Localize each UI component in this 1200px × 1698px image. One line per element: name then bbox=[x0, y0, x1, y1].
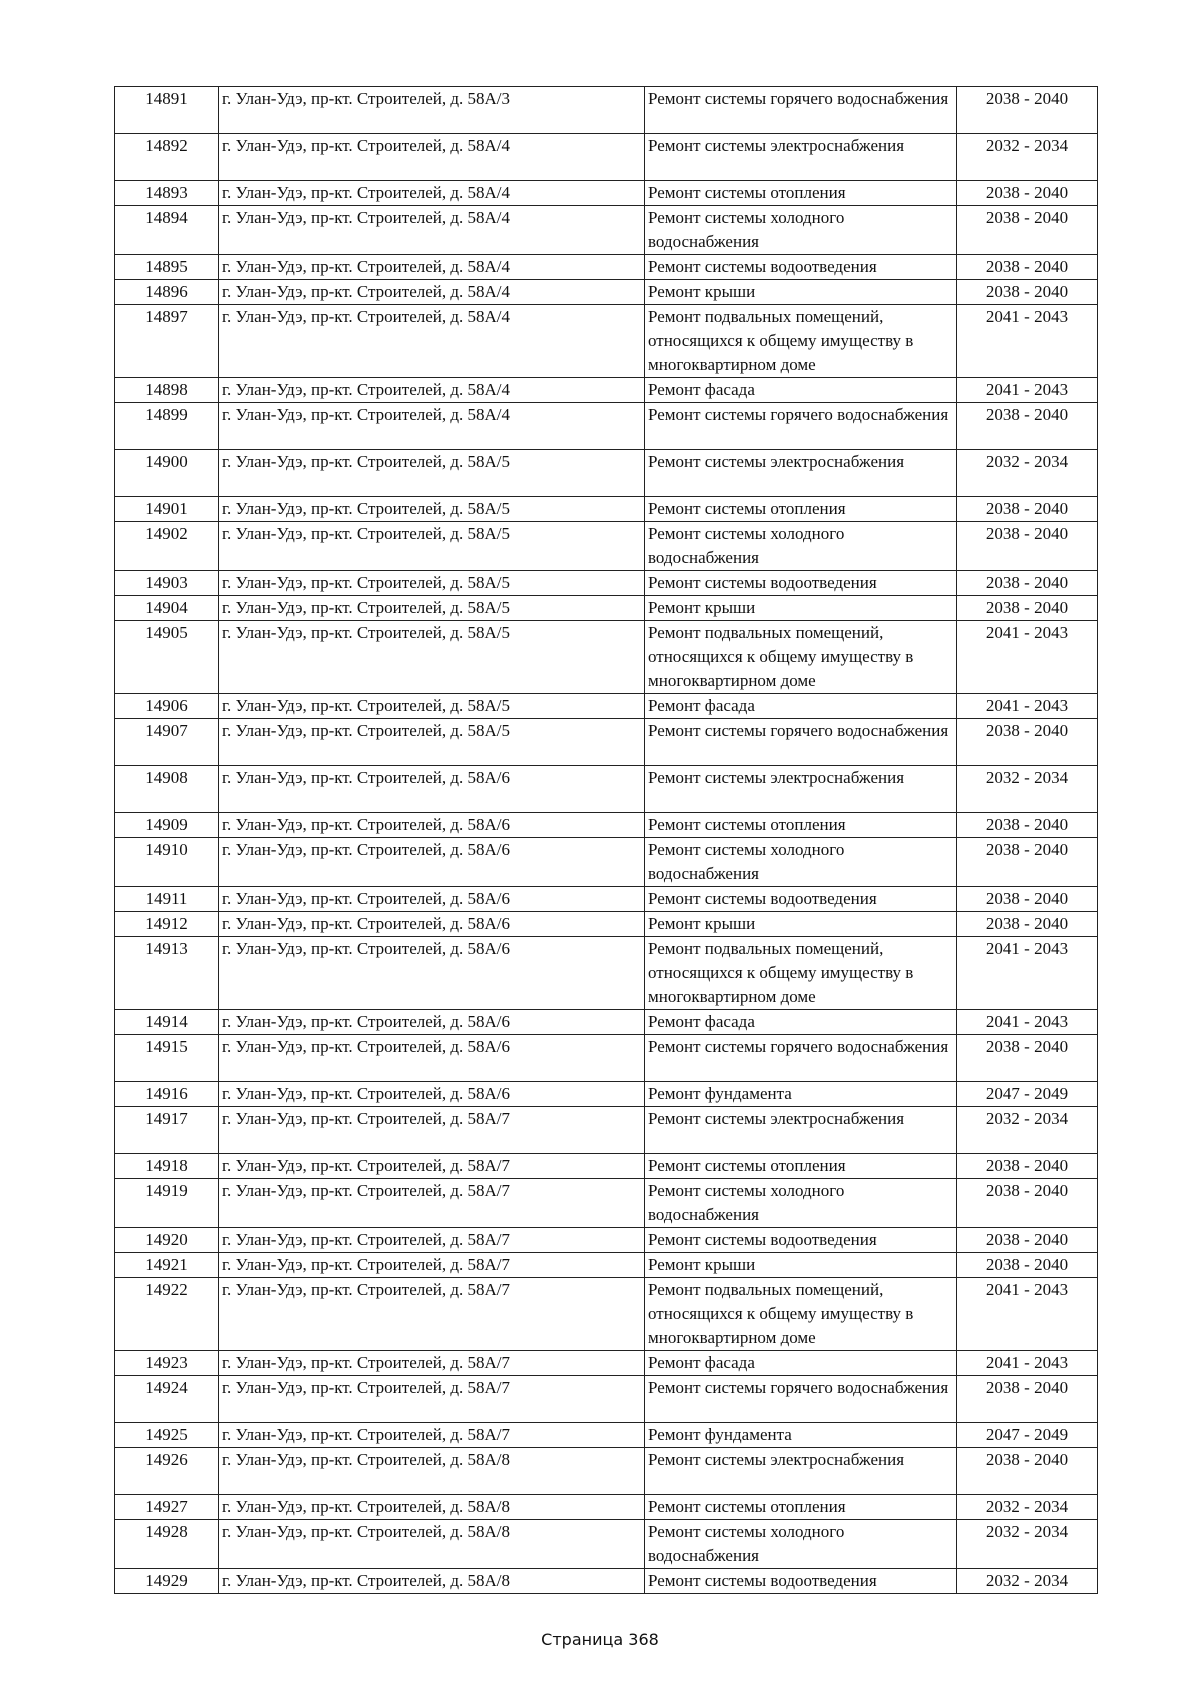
table-row bbox=[115, 1448, 1098, 1495]
table-row bbox=[115, 1351, 1098, 1376]
period-cell: 2038 - 2040 bbox=[957, 813, 1098, 838]
period-cell: 2041 - 2043 bbox=[957, 1010, 1098, 1035]
work-type-cell: Ремонт системы электроснабжения bbox=[645, 450, 957, 497]
period-cell: 2038 - 2040 bbox=[957, 571, 1098, 596]
address-cell: г. Улан-Удэ, пр-кт. Строителей, д. 58А/5 bbox=[219, 497, 645, 522]
work-type-cell: Ремонт системы водоотведения bbox=[645, 887, 957, 912]
period-cell: 2038 - 2040 bbox=[957, 1035, 1098, 1082]
table-row bbox=[115, 378, 1098, 403]
period-cell: 2038 - 2040 bbox=[957, 596, 1098, 621]
address-cell: г. Улан-Удэ, пр-кт. Строителей, д. 58А/6 bbox=[219, 766, 645, 813]
address-cell: г. Улан-Удэ, пр-кт. Строителей, д. 58А/5 bbox=[219, 596, 645, 621]
row-number-cell: 14893 bbox=[115, 181, 219, 206]
work-type-cell: Ремонт подвальных помещений, относящихся к общему имуществу в многоквартирном доме bbox=[645, 305, 957, 378]
work-type-cell: Ремонт подвальных помещений, относящихся к общему имуществу в многоквартирном доме bbox=[645, 621, 957, 694]
table-row bbox=[115, 621, 1098, 694]
work-type-cell: Ремонт системы холодного водоснабжения bbox=[645, 206, 957, 255]
address-cell: г. Улан-Удэ, пр-кт. Строителей, д. 58А/8 bbox=[219, 1495, 645, 1520]
table-row bbox=[115, 87, 1098, 134]
period-cell: 2038 - 2040 bbox=[957, 1376, 1098, 1423]
table-row bbox=[115, 596, 1098, 621]
row-number-cell: 14891 bbox=[115, 87, 219, 134]
address-cell: г. Улан-Удэ, пр-кт. Строителей, д. 58А/8 bbox=[219, 1569, 645, 1594]
row-number-cell: 14906 bbox=[115, 694, 219, 719]
work-type-cell: Ремонт системы холодного водоснабжения bbox=[645, 1179, 957, 1228]
work-type-cell: Ремонт системы горячего водоснабжения bbox=[645, 1376, 957, 1423]
period-cell: 2041 - 2043 bbox=[957, 378, 1098, 403]
work-type-cell: Ремонт системы водоотведения bbox=[645, 255, 957, 280]
period-cell: 2041 - 2043 bbox=[957, 694, 1098, 719]
period-cell: 2032 - 2034 bbox=[957, 1569, 1098, 1594]
period-cell: 2038 - 2040 bbox=[957, 1228, 1098, 1253]
work-type-cell: Ремонт системы отопления bbox=[645, 813, 957, 838]
work-type-cell: Ремонт фасада bbox=[645, 1010, 957, 1035]
row-number-cell: 14918 bbox=[115, 1154, 219, 1179]
address-cell: г. Улан-Удэ, пр-кт. Строителей, д. 58А/4 bbox=[219, 305, 645, 378]
table-row bbox=[115, 1253, 1098, 1278]
row-number-cell: 14924 bbox=[115, 1376, 219, 1423]
address-cell: г. Улан-Удэ, пр-кт. Строителей, д. 58А/5 bbox=[219, 522, 645, 571]
work-type-cell: Ремонт системы холодного водоснабжения bbox=[645, 522, 957, 571]
work-type-cell: Ремонт системы электроснабжения bbox=[645, 1107, 957, 1154]
table-row bbox=[115, 1520, 1098, 1569]
address-cell: г. Улан-Удэ, пр-кт. Строителей, д. 58А/6 bbox=[219, 838, 645, 887]
row-number-cell: 14929 bbox=[115, 1569, 219, 1594]
period-cell: 2038 - 2040 bbox=[957, 1448, 1098, 1495]
row-number-cell: 14912 bbox=[115, 912, 219, 937]
work-type-cell: Ремонт фасада bbox=[645, 1351, 957, 1376]
work-type-cell: Ремонт системы водоотведения bbox=[645, 571, 957, 596]
table-row bbox=[115, 181, 1098, 206]
table-row bbox=[115, 887, 1098, 912]
work-type-cell: Ремонт системы отопления bbox=[645, 1154, 957, 1179]
table-row bbox=[115, 403, 1098, 450]
work-type-cell: Ремонт крыши bbox=[645, 280, 957, 305]
page-number: Страница 368 bbox=[541, 1630, 659, 1649]
row-number-cell: 14896 bbox=[115, 280, 219, 305]
row-number-cell: 14913 bbox=[115, 937, 219, 1010]
period-cell: 2038 - 2040 bbox=[957, 255, 1098, 280]
work-type-cell: Ремонт системы холодного водоснабжения bbox=[645, 838, 957, 887]
table-body bbox=[115, 87, 1098, 1594]
address-cell: г. Улан-Удэ, пр-кт. Строителей, д. 58А/7 bbox=[219, 1423, 645, 1448]
address-cell: г. Улан-Удэ, пр-кт. Строителей, д. 58А/8 bbox=[219, 1520, 645, 1569]
row-number-cell: 14892 bbox=[115, 134, 219, 181]
table-row bbox=[115, 280, 1098, 305]
work-type-cell: Ремонт системы горячего водоснабжения bbox=[645, 87, 957, 134]
address-cell: г. Улан-Удэ, пр-кт. Строителей, д. 58А/6 bbox=[219, 813, 645, 838]
row-number-cell: 14927 bbox=[115, 1495, 219, 1520]
row-number-cell: 14922 bbox=[115, 1278, 219, 1351]
address-cell: г. Улан-Удэ, пр-кт. Строителей, д. 58А/7 bbox=[219, 1253, 645, 1278]
work-type-cell: Ремонт подвальных помещений, относящихся к общему имуществу в многоквартирном доме bbox=[645, 937, 957, 1010]
work-type-cell: Ремонт системы отопления bbox=[645, 497, 957, 522]
table-row bbox=[115, 134, 1098, 181]
row-number-cell: 14907 bbox=[115, 719, 219, 766]
row-number-cell: 14904 bbox=[115, 596, 219, 621]
table-row bbox=[115, 1228, 1098, 1253]
address-cell: г. Улан-Удэ, пр-кт. Строителей, д. 58А/4 bbox=[219, 403, 645, 450]
address-cell: г. Улан-Удэ, пр-кт. Строителей, д. 58А/7 bbox=[219, 1351, 645, 1376]
repair-schedule-table bbox=[114, 86, 1098, 1594]
work-type-cell: Ремонт системы электроснабжения bbox=[645, 134, 957, 181]
row-number-cell: 14917 bbox=[115, 1107, 219, 1154]
period-cell: 2038 - 2040 bbox=[957, 206, 1098, 255]
work-type-cell: Ремонт системы холодного водоснабжения bbox=[645, 1520, 957, 1569]
period-cell: 2038 - 2040 bbox=[957, 719, 1098, 766]
address-cell: г. Улан-Удэ, пр-кт. Строителей, д. 58А/4 bbox=[219, 378, 645, 403]
period-cell: 2038 - 2040 bbox=[957, 838, 1098, 887]
period-cell: 2038 - 2040 bbox=[957, 280, 1098, 305]
row-number-cell: 14923 bbox=[115, 1351, 219, 1376]
table-row bbox=[115, 522, 1098, 571]
period-cell: 2038 - 2040 bbox=[957, 87, 1098, 134]
table-row bbox=[115, 937, 1098, 1010]
table-row bbox=[115, 838, 1098, 887]
address-cell: г. Улан-Удэ, пр-кт. Строителей, д. 58А/4 bbox=[219, 181, 645, 206]
table-row bbox=[115, 1154, 1098, 1179]
row-number-cell: 14898 bbox=[115, 378, 219, 403]
address-cell: г. Улан-Удэ, пр-кт. Строителей, д. 58А/5 bbox=[219, 450, 645, 497]
row-number-cell: 14902 bbox=[115, 522, 219, 571]
address-cell: г. Улан-Удэ, пр-кт. Строителей, д. 58А/7 bbox=[219, 1107, 645, 1154]
row-number-cell: 14899 bbox=[115, 403, 219, 450]
work-type-cell: Ремонт системы водоотведения bbox=[645, 1569, 957, 1594]
work-type-cell: Ремонт фундамента bbox=[645, 1423, 957, 1448]
row-number-cell: 14901 bbox=[115, 497, 219, 522]
period-cell: 2038 - 2040 bbox=[957, 887, 1098, 912]
table-row bbox=[115, 206, 1098, 255]
period-cell: 2032 - 2034 bbox=[957, 134, 1098, 181]
table-row bbox=[115, 719, 1098, 766]
row-number-cell: 14916 bbox=[115, 1082, 219, 1107]
work-type-cell: Ремонт крыши bbox=[645, 596, 957, 621]
row-number-cell: 14914 bbox=[115, 1010, 219, 1035]
address-cell: г. Улан-Удэ, пр-кт. Строителей, д. 58А/6 bbox=[219, 1010, 645, 1035]
table-row bbox=[115, 912, 1098, 937]
work-type-cell: Ремонт системы горячего водоснабжения bbox=[645, 1035, 957, 1082]
table-row bbox=[115, 497, 1098, 522]
period-cell: 2041 - 2043 bbox=[957, 937, 1098, 1010]
address-cell: г. Улан-Удэ, пр-кт. Строителей, д. 58А/5 bbox=[219, 719, 645, 766]
work-type-cell: Ремонт системы отопления bbox=[645, 181, 957, 206]
table-row bbox=[115, 450, 1098, 497]
address-cell: г. Улан-Удэ, пр-кт. Строителей, д. 58А/5 bbox=[219, 571, 645, 596]
table-row bbox=[115, 255, 1098, 280]
address-cell: г. Улан-Удэ, пр-кт. Строителей, д. 58А/5 bbox=[219, 621, 645, 694]
work-type-cell: Ремонт системы электроснабжения bbox=[645, 766, 957, 813]
period-cell: 2047 - 2049 bbox=[957, 1082, 1098, 1107]
period-cell: 2041 - 2043 bbox=[957, 1351, 1098, 1376]
row-number-cell: 14894 bbox=[115, 206, 219, 255]
address-cell: г. Улан-Удэ, пр-кт. Строителей, д. 58А/4 bbox=[219, 134, 645, 181]
row-number-cell: 14897 bbox=[115, 305, 219, 378]
row-number-cell: 14909 bbox=[115, 813, 219, 838]
address-cell: г. Улан-Удэ, пр-кт. Строителей, д. 58А/3 bbox=[219, 87, 645, 134]
work-type-cell: Ремонт системы водоотведения bbox=[645, 1228, 957, 1253]
work-type-cell: Ремонт фундамента bbox=[645, 1082, 957, 1107]
row-number-cell: 14928 bbox=[115, 1520, 219, 1569]
period-cell: 2038 - 2040 bbox=[957, 181, 1098, 206]
work-type-cell: Ремонт системы горячего водоснабжения bbox=[645, 403, 957, 450]
table-row bbox=[115, 1376, 1098, 1423]
work-type-cell: Ремонт системы отопления bbox=[645, 1495, 957, 1520]
work-type-cell: Ремонт крыши bbox=[645, 912, 957, 937]
address-cell: г. Улан-Удэ, пр-кт. Строителей, д. 58А/5 bbox=[219, 694, 645, 719]
period-cell: 2038 - 2040 bbox=[957, 1179, 1098, 1228]
address-cell: г. Улан-Удэ, пр-кт. Строителей, д. 58А/7 bbox=[219, 1154, 645, 1179]
table-row bbox=[115, 1423, 1098, 1448]
address-cell: г. Улан-Удэ, пр-кт. Строителей, д. 58А/4 bbox=[219, 255, 645, 280]
table-row bbox=[115, 1010, 1098, 1035]
table-row bbox=[115, 571, 1098, 596]
table-row bbox=[115, 1278, 1098, 1351]
work-type-cell: Ремонт фасада bbox=[645, 378, 957, 403]
address-cell: г. Улан-Удэ, пр-кт. Строителей, д. 58А/4 bbox=[219, 280, 645, 305]
work-type-cell: Ремонт системы горячего водоснабжения bbox=[645, 719, 957, 766]
work-type-cell: Ремонт крыши bbox=[645, 1253, 957, 1278]
row-number-cell: 14919 bbox=[115, 1179, 219, 1228]
period-cell: 2041 - 2043 bbox=[957, 1278, 1098, 1351]
address-cell: г. Улан-Удэ, пр-кт. Строителей, д. 58А/6 bbox=[219, 912, 645, 937]
address-cell: г. Улан-Удэ, пр-кт. Строителей, д. 58А/7 bbox=[219, 1228, 645, 1253]
address-cell: г. Улан-Удэ, пр-кт. Строителей, д. 58А/7 bbox=[219, 1376, 645, 1423]
row-number-cell: 14900 bbox=[115, 450, 219, 497]
period-cell: 2032 - 2034 bbox=[957, 766, 1098, 813]
table-row bbox=[115, 305, 1098, 378]
period-cell: 2038 - 2040 bbox=[957, 912, 1098, 937]
work-type-cell: Ремонт фасада bbox=[645, 694, 957, 719]
period-cell: 2041 - 2043 bbox=[957, 621, 1098, 694]
row-number-cell: 14905 bbox=[115, 621, 219, 694]
period-cell: 2032 - 2034 bbox=[957, 1107, 1098, 1154]
period-cell: 2032 - 2034 bbox=[957, 450, 1098, 497]
table-row bbox=[115, 694, 1098, 719]
row-number-cell: 14903 bbox=[115, 571, 219, 596]
address-cell: г. Улан-Удэ, пр-кт. Строителей, д. 58А/6 bbox=[219, 887, 645, 912]
row-number-cell: 14926 bbox=[115, 1448, 219, 1495]
table-row bbox=[115, 1107, 1098, 1154]
table-row bbox=[115, 813, 1098, 838]
address-cell: г. Улан-Удэ, пр-кт. Строителей, д. 58А/6 bbox=[219, 1082, 645, 1107]
period-cell: 2047 - 2049 bbox=[957, 1423, 1098, 1448]
row-number-cell: 14910 bbox=[115, 838, 219, 887]
period-cell: 2038 - 2040 bbox=[957, 1154, 1098, 1179]
row-number-cell: 14925 bbox=[115, 1423, 219, 1448]
row-number-cell: 14911 bbox=[115, 887, 219, 912]
period-cell: 2032 - 2034 bbox=[957, 1495, 1098, 1520]
period-cell: 2038 - 2040 bbox=[957, 522, 1098, 571]
address-cell: г. Улан-Удэ, пр-кт. Строителей, д. 58А/7 bbox=[219, 1179, 645, 1228]
address-cell: г. Улан-Удэ, пр-кт. Строителей, д. 58А/4 bbox=[219, 206, 645, 255]
work-type-cell: Ремонт подвальных помещений, относящихся к общему имуществу в многоквартирном доме bbox=[645, 1278, 957, 1351]
address-cell: г. Улан-Удэ, пр-кт. Строителей, д. 58А/7 bbox=[219, 1278, 645, 1351]
address-cell: г. Улан-Удэ, пр-кт. Строителей, д. 58А/6 bbox=[219, 1035, 645, 1082]
row-number-cell: 14908 bbox=[115, 766, 219, 813]
table-row bbox=[115, 1035, 1098, 1082]
table-row bbox=[115, 766, 1098, 813]
period-cell: 2038 - 2040 bbox=[957, 403, 1098, 450]
row-number-cell: 14921 bbox=[115, 1253, 219, 1278]
period-cell: 2038 - 2040 bbox=[957, 497, 1098, 522]
period-cell: 2032 - 2034 bbox=[957, 1520, 1098, 1569]
table-row bbox=[115, 1569, 1098, 1594]
table-row bbox=[115, 1179, 1098, 1228]
row-number-cell: 14920 bbox=[115, 1228, 219, 1253]
table-row bbox=[115, 1495, 1098, 1520]
address-cell: г. Улан-Удэ, пр-кт. Строителей, д. 58А/8 bbox=[219, 1448, 645, 1495]
period-cell: 2041 - 2043 bbox=[957, 305, 1098, 378]
address-cell: г. Улан-Удэ, пр-кт. Строителей, д. 58А/6 bbox=[219, 937, 645, 1010]
work-type-cell: Ремонт системы электроснабжения bbox=[645, 1448, 957, 1495]
row-number-cell: 14915 bbox=[115, 1035, 219, 1082]
period-cell: 2038 - 2040 bbox=[957, 1253, 1098, 1278]
table-row bbox=[115, 1082, 1098, 1107]
row-number-cell: 14895 bbox=[115, 255, 219, 280]
